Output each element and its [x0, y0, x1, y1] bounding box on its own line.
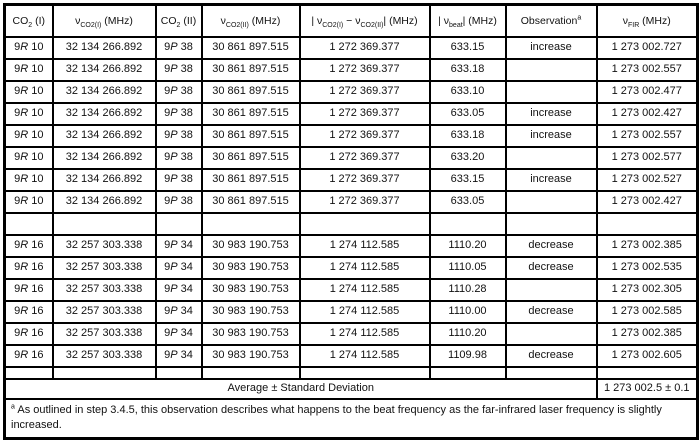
table-cell: 1 273 002.577	[597, 147, 698, 169]
table-cell	[597, 213, 698, 235]
table-cell: 9R 10	[5, 191, 53, 213]
table-cell: 1 273 002.385	[597, 323, 698, 345]
table-cell: 1 273 002.535	[597, 257, 698, 279]
table-cell	[5, 213, 53, 235]
table-cell: 30 861 897.515	[202, 147, 300, 169]
table-cell: decrease	[506, 257, 597, 279]
table-cell: 9R 16	[5, 345, 53, 367]
table-cell: 32 134 266.892	[53, 147, 156, 169]
table-row	[5, 59, 698, 81]
footnote-row	[5, 399, 698, 439]
table-cell: 30 983 190.753	[202, 235, 300, 257]
table-cell: 9R 16	[5, 279, 53, 301]
table-cell: 633.10	[430, 81, 506, 103]
table-cell: 9R 10	[5, 147, 53, 169]
table-row	[5, 81, 698, 103]
table-cell: 1 273 002.305	[597, 279, 698, 301]
table-row	[5, 235, 698, 257]
table-cell: 9P 38	[156, 37, 202, 59]
table-cell: increase	[506, 37, 597, 59]
table-cell: 1 273 002.527	[597, 169, 698, 191]
table-row	[5, 103, 698, 125]
table-cell: 1 273 002.557	[597, 59, 698, 81]
table-row	[5, 147, 698, 169]
table-row	[5, 345, 698, 367]
table-cell: 9R 16	[5, 323, 53, 345]
table-cell: 633.18	[430, 125, 506, 147]
table-cell: 1 274 112.585	[300, 345, 430, 367]
table-cell	[202, 367, 300, 379]
table-cell	[53, 213, 156, 235]
table-cell: 1 274 112.585	[300, 279, 430, 301]
table-cell: 9R 10	[5, 103, 53, 125]
table-cell: 9P 38	[156, 81, 202, 103]
table-cell: 9R 10	[5, 169, 53, 191]
column-header-nu-fir: $\nu_{FIR}$ (MHz)	[597, 5, 698, 37]
table-cell: 30 861 897.515	[202, 59, 300, 81]
table-cell: 32 134 266.892	[53, 103, 156, 125]
table-cell	[506, 367, 597, 379]
table-cell: 9P 34	[156, 345, 202, 367]
table-cell	[506, 59, 597, 81]
table-cell: 9P 38	[156, 191, 202, 213]
table-cell	[156, 213, 202, 235]
table-cell: 1 272 369.377	[300, 103, 430, 125]
table-row	[5, 191, 698, 213]
table-cell: 30 861 897.515	[202, 191, 300, 213]
table-cell: 9R 10	[5, 125, 53, 147]
table-cell: increase	[506, 103, 597, 125]
table-cell: 30 983 190.753	[202, 279, 300, 301]
column-header-co2-I: $CO_2$ (I)	[5, 5, 53, 37]
table-footer	[5, 379, 698, 439]
table-cell: 1 273 002.605	[597, 345, 698, 367]
table-cell: 633.15	[430, 169, 506, 191]
table-cell: 32 257 303.338	[53, 301, 156, 323]
table-cell: 32 257 303.338	[53, 345, 156, 367]
table-cell: 9P 38	[156, 125, 202, 147]
table-cell: 1 273 002.585	[597, 301, 698, 323]
table-cell: 9P 34	[156, 323, 202, 345]
column-header-nu-co2-II: $\nu_{CO2(II)}$ (MHz)	[202, 5, 300, 37]
table-row	[5, 125, 698, 147]
table-cell: 633.18	[430, 59, 506, 81]
table-cell: 633.20	[430, 147, 506, 169]
table-row	[5, 169, 698, 191]
table-cell	[506, 191, 597, 213]
table-cell: 32 134 266.892	[53, 125, 156, 147]
table-cell: 9P 34	[156, 257, 202, 279]
table-cell: 32 134 266.892	[53, 169, 156, 191]
table-cell: 32 134 266.892	[53, 59, 156, 81]
table-cell: 1 273 002.477	[597, 81, 698, 103]
table-cell	[506, 147, 597, 169]
table-cell: 9P 38	[156, 169, 202, 191]
laser-frequency-table	[3, 3, 699, 440]
table-cell: 30 983 190.753	[202, 345, 300, 367]
table-row	[5, 37, 698, 59]
table-cell: 9P 34	[156, 235, 202, 257]
table-cell: 30 983 190.753	[202, 257, 300, 279]
table-cell: 1110.05	[430, 257, 506, 279]
table-cell	[506, 279, 597, 301]
table-cell	[506, 81, 597, 103]
table-cell: 1 273 002.427	[597, 103, 698, 125]
spacer-row	[5, 213, 698, 235]
table-cell: 1 274 112.585	[300, 323, 430, 345]
table-cell: 633.05	[430, 103, 506, 125]
table-footnote: $^a$ As outlined in step 3.4.5, this observation describes what happens to the beat frequency as the far-infrared laser frequency is slightly increased.	[5, 399, 698, 439]
table-cell	[156, 367, 202, 379]
table-cell: 9P 34	[156, 279, 202, 301]
table-cell: 9P 38	[156, 147, 202, 169]
table-cell: 1110.20	[430, 235, 506, 257]
table-cell: decrease	[506, 301, 597, 323]
table-cell: decrease	[506, 235, 597, 257]
table-cell: 1 273 002.385	[597, 235, 698, 257]
table-cell: decrease	[506, 345, 597, 367]
table-cell	[430, 213, 506, 235]
table-cell: increase	[506, 169, 597, 191]
table-cell: 1 274 112.585	[300, 257, 430, 279]
table-cell: 1 273 002.727	[597, 37, 698, 59]
table-cell: 1 272 369.377	[300, 125, 430, 147]
table-row	[5, 279, 698, 301]
summary-row	[5, 379, 698, 399]
table-cell: 1 274 112.585	[300, 235, 430, 257]
header-row	[5, 5, 698, 37]
table-cell: 1 272 369.377	[300, 191, 430, 213]
table-cell	[506, 213, 597, 235]
table-cell: 32 134 266.892	[53, 191, 156, 213]
spacer-row	[5, 367, 698, 379]
table-cell: 1110.28	[430, 279, 506, 301]
column-header-observation: Observation$^a$	[506, 5, 597, 37]
table-cell: 32 134 266.892	[53, 37, 156, 59]
table-cell: 1 272 369.377	[300, 147, 430, 169]
table-cell: 32 257 303.338	[53, 323, 156, 345]
table-cell: 30 861 897.515	[202, 169, 300, 191]
table-cell	[53, 367, 156, 379]
summary-value: 1 273 002.5 ± 0.1	[597, 379, 698, 399]
table-cell: 30 983 190.753	[202, 323, 300, 345]
table-header	[5, 5, 698, 37]
table-cell	[506, 323, 597, 345]
table-cell: 1109.98	[430, 345, 506, 367]
table-cell: 1 272 369.377	[300, 169, 430, 191]
summary-label: Average ± Standard Deviation	[5, 379, 597, 399]
table-cell: 30 861 897.515	[202, 125, 300, 147]
table-cell: 1 272 369.377	[300, 59, 430, 81]
column-header-difference: | $\nu_{CO2(I)} - \nu_{CO2(II)}|$ (MHz)	[300, 5, 430, 37]
table-cell: 9P 38	[156, 59, 202, 81]
table-cell: 633.15	[430, 37, 506, 59]
table-cell: 32 257 303.338	[53, 257, 156, 279]
table-row	[5, 323, 698, 345]
table-cell: 30 861 897.515	[202, 103, 300, 125]
table-cell: 9R 16	[5, 257, 53, 279]
table-cell	[5, 367, 53, 379]
table-cell: 30 861 897.515	[202, 81, 300, 103]
table-cell: increase	[506, 125, 597, 147]
column-header-co2-II: $CO_2$ (II)	[156, 5, 202, 37]
table-cell: 32 257 303.338	[53, 279, 156, 301]
table-cell: 9P 38	[156, 103, 202, 125]
table-cell: 9R 10	[5, 37, 53, 59]
table-cell	[202, 213, 300, 235]
table-cell	[300, 367, 430, 379]
table-cell	[430, 367, 506, 379]
table-cell: 1110.20	[430, 323, 506, 345]
table-cell: 1 273 002.427	[597, 191, 698, 213]
table-cell: 9R 16	[5, 235, 53, 257]
table-cell: 9R 10	[5, 59, 53, 81]
table-cell: 633.05	[430, 191, 506, 213]
table-cell: 1 273 002.557	[597, 125, 698, 147]
table-cell	[300, 213, 430, 235]
table-cell: 9P 34	[156, 301, 202, 323]
table-cell: 30 983 190.753	[202, 301, 300, 323]
table-row	[5, 257, 698, 279]
column-header-nu-beat: | $\nu_{beat}|$ (MHz)	[430, 5, 506, 37]
table-cell: 30 861 897.515	[202, 37, 300, 59]
table-cell: 32 257 303.338	[53, 235, 156, 257]
table-cell: 1 272 369.377	[300, 37, 430, 59]
table-cell	[597, 367, 698, 379]
table-cell: 9R 10	[5, 81, 53, 103]
table-body	[5, 37, 698, 379]
table-cell: 32 134 266.892	[53, 81, 156, 103]
table-row	[5, 301, 698, 323]
table-cell: 9R 16	[5, 301, 53, 323]
table-cell: 1 272 369.377	[300, 81, 430, 103]
table-cell: 1110.00	[430, 301, 506, 323]
column-header-nu-co2-I: $\nu_{CO2(I)}$ (MHz)	[53, 5, 156, 37]
table-cell: 1 274 112.585	[300, 301, 430, 323]
